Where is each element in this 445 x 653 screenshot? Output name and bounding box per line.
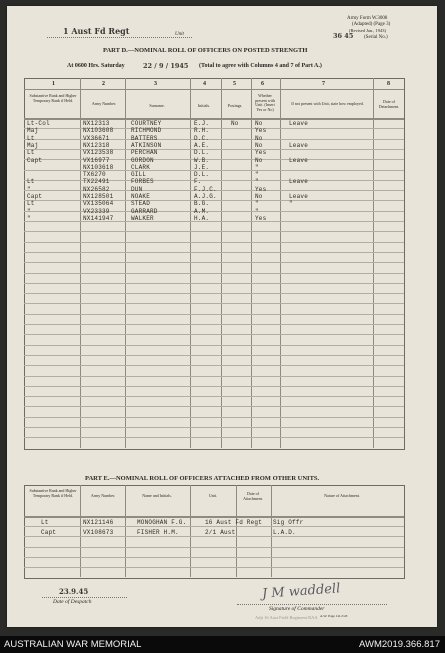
col-header-surname: Surname. [149, 103, 165, 108]
unit-underline [47, 37, 192, 38]
part-d-row-line [24, 283, 404, 284]
part-d-cell-surname: ATKINSON [131, 141, 162, 149]
col-num-1: 1 [52, 81, 55, 87]
archive-name: AUSTRALIAN WAR MEMORIAL [4, 639, 142, 650]
part-d-row-line [24, 293, 404, 294]
part-d-row-line [24, 314, 404, 315]
part-d-cell-surname: RICHMOND [131, 127, 162, 135]
part-d-cell-rank: Lt [27, 134, 35, 142]
part-d-table [24, 78, 405, 450]
part-e-cell-name: FISHER H.M. [137, 529, 179, 537]
part-d-cell-surname: GARRARD [131, 207, 158, 215]
col-header-postings: Postings. [227, 103, 243, 108]
part-d-row-line [24, 324, 404, 325]
signature: J M waddell [261, 581, 341, 602]
part-d-date-suffix: (Total to agree with Columns 4 and 7 of Part A.) [199, 63, 322, 69]
part-d-cell-number: VX16977 [83, 156, 110, 164]
part-d-cell-rank: Lt [27, 149, 35, 157]
part-d-row-line [24, 376, 404, 377]
part-d-cell-number: VX36671 [83, 134, 110, 142]
part-d-row-line [24, 139, 404, 140]
e-header-unit: Unit. [208, 493, 218, 498]
e-header-nature: Nature of Attachment. [324, 493, 360, 498]
part-d-cell-employed: Leave [289, 178, 309, 186]
part-e-row-line [24, 526, 404, 527]
part-d-cell-number: VX23339 [83, 207, 110, 215]
col-num-5: 5 [233, 81, 236, 87]
part-e-col-divider [236, 485, 237, 577]
part-d-cell-initials: A.J.G. [194, 193, 217, 200]
e-header-name: Name and Initials. [142, 493, 172, 498]
part-d-row-line [24, 303, 404, 304]
part-d-header-line [24, 118, 404, 120]
part-d-cell-number: NX103608 [83, 127, 114, 135]
document-page [7, 6, 437, 627]
col-num-4: 4 [203, 81, 206, 87]
part-d-cell-initials: B.G. [194, 200, 210, 208]
part-d-cell-rank: Lt [27, 178, 35, 186]
part-e-cell-name: MONOGHAN F.G. [137, 519, 187, 526]
col-num-8: 8 [387, 81, 390, 87]
part-d-cell-number: VX135064 [83, 200, 114, 208]
part-d-cell-present: " [255, 163, 259, 171]
part-d-row-line [24, 211, 404, 212]
part-d-cell-initials: J.E. [194, 163, 210, 171]
part-d-row-line [24, 406, 404, 407]
part-d-cell-initials: H.A. [194, 214, 210, 222]
part-d-cell-rank: Capt [27, 193, 43, 200]
part-e-title: PART E.—NOMINAL ROLL OF OFFICERS ATTACHED FROM OTHER UNITS. [85, 475, 320, 482]
part-e-col-divider [80, 485, 81, 577]
part-d-cell-initials: R.H. [194, 127, 210, 135]
part-d-cell-number: NX103618 [83, 163, 114, 171]
serial-label: (Serial No.) [364, 35, 388, 40]
part-d-cell-present: " [255, 171, 259, 179]
despatch-label: Date of Despatch [53, 599, 92, 605]
col-header-rank: Substantive Rank and Higher Temporary Rank if Held. [29, 93, 77, 103]
part-d-cell-rank: Capt [27, 156, 43, 164]
part-e-cell-rank: Lt [41, 519, 49, 526]
col-header-employed: If not present with Unit, state how employed. [291, 101, 364, 106]
part-d-cell-initials: F.J.C. [194, 185, 217, 193]
part-e-cell-number: VX108673 [83, 529, 114, 537]
part-d-row-line [24, 334, 404, 335]
part-d-row-line [24, 252, 404, 253]
part-d-cell-surname: BATTERS [131, 134, 158, 142]
part-d-row-line [24, 437, 404, 438]
part-e-cell-rank: Capt [41, 529, 57, 537]
despatch-underline [42, 597, 127, 598]
col-num-7: 7 [322, 81, 325, 87]
part-d-cell-rank: Maj [27, 141, 39, 149]
part-d-row-line [24, 355, 404, 356]
printer-mark: A.W. Page 1m 2/43 [320, 614, 348, 618]
part-e-cell-unit: 2/1 Aust [205, 529, 236, 537]
part-d-cell-surname: GILL [131, 171, 147, 179]
part-d-cell-rank: " [27, 207, 31, 215]
part-d-cell-rank: " [27, 185, 31, 193]
col-header-detachment: Date of Detachment. [378, 99, 400, 109]
part-d-cell-present: Yes [255, 149, 267, 157]
part-d-cell-employed: Leave [289, 156, 309, 164]
part-e-cell-unit: 16 Aust Fd Regt [205, 519, 263, 526]
part-d-num-row-line [24, 89, 404, 90]
part-d-cell-surname: COURTNEY [131, 120, 162, 127]
part-e-row-line [24, 547, 404, 548]
archive-id: AWM2019.366.817 [359, 639, 440, 650]
part-d-row-line [24, 231, 404, 232]
part-d-row-line [24, 427, 404, 428]
col-header-initials: Initials. [197, 103, 211, 108]
col-num-3: 3 [154, 81, 157, 87]
part-d-cell-present: Yes [255, 214, 267, 222]
part-e-header-line [24, 516, 404, 518]
part-d-cell-number: NX141947 [83, 214, 114, 222]
officer-stamp: Adjt 16 Aust Field Regiment RAA [255, 615, 318, 620]
part-d-cell-surname: PERCHAN [131, 149, 158, 157]
part-d-cell-present: " [255, 200, 259, 208]
part-d-title: PART D.—NOMINAL ROLL OF OFFICERS ON POSTED STRENGTH [103, 47, 308, 54]
part-d-row-line [24, 273, 404, 274]
part-d-row-line [24, 170, 404, 171]
part-e-col-divider [125, 485, 126, 577]
part-d-cell-present: Yes [255, 127, 267, 135]
unit-label: Unit [175, 32, 184, 37]
part-d-cell-rank: Maj [27, 127, 39, 135]
part-d-cell-initials: D.L. [194, 171, 210, 179]
part-d-cell-surname: STEAD [131, 200, 151, 208]
part-e-cell-number: NX121146 [83, 519, 114, 526]
part-d-cell-present: " [255, 178, 259, 186]
part-d-row-line [24, 262, 404, 263]
col-header-present: Whether present with Unit. (Insert Yes or No) [255, 93, 275, 112]
part-d-cell-surname: FORBES [131, 178, 154, 186]
part-d-cell-present: No [255, 120, 263, 127]
form-ref-3: (Revised Jan., 1943) [349, 28, 386, 33]
part-d-cell-number: NX26582 [83, 185, 110, 193]
e-header-rank: Substantive Rank and Higher Temporary Rank if Held. [29, 488, 77, 498]
col-num-6: 6 [261, 81, 264, 87]
part-d-row-line [24, 386, 404, 387]
part-d-cell-rank: Lt-Col [27, 120, 50, 127]
part-d-cell-surname: CLARK [131, 163, 151, 171]
part-d-row-line [24, 242, 404, 243]
part-d-cell-rank: Lt [27, 200, 35, 208]
e-header-date: Date of Attachment. [243, 491, 263, 501]
part-d-cell-present: " [255, 207, 259, 215]
col-num-2: 2 [102, 81, 105, 87]
part-d-cell-initials: A.E. [194, 141, 210, 149]
part-e-cell-nature: Sig Offr [273, 519, 304, 526]
part-d-row-line [24, 365, 404, 366]
part-d-cell-initials: F. [194, 178, 202, 186]
form-ref-1: Army Form W.3008 [347, 16, 388, 21]
part-d-cell-employed: Leave [289, 120, 309, 127]
part-d-date: 22 / 9 / 1945 [143, 62, 189, 70]
part-d-cell-present: No [255, 134, 263, 142]
part-d-row-line [24, 345, 404, 346]
part-e-col-divider [190, 485, 191, 577]
part-d-row-line [24, 417, 404, 418]
part-d-row-line [24, 149, 404, 150]
part-d-cell-initials: D.C. [194, 134, 210, 142]
part-d-cell-surname: DUN [131, 185, 143, 193]
e-header-number: Army Number. [90, 493, 116, 498]
part-d-row-line [24, 396, 404, 397]
despatch-date: 23.9.45 [59, 587, 89, 596]
archive-footer [0, 636, 445, 653]
part-d-cell-present: Yes [255, 185, 267, 193]
part-d-cell-initials: A.M. [194, 207, 210, 215]
part-d-cell-present: No [255, 156, 263, 164]
part-d-row-line [24, 159, 404, 160]
part-d-cell-employed: " [289, 200, 293, 208]
part-d-cell-initials: D.L. [194, 149, 210, 157]
part-d-cell-initials: E.J. [194, 120, 210, 127]
part-d-row-line [24, 221, 404, 222]
part-e-col-divider [271, 485, 272, 577]
part-e-row-line [24, 567, 404, 568]
part-e-row-line [24, 536, 404, 537]
part-d-cell-initials: W.B. [194, 156, 210, 164]
part-d-row-line [24, 180, 404, 181]
part-d-cell-surname: GORDON [131, 156, 154, 164]
part-e-row-line [24, 557, 404, 558]
part-d-cell-rank: " [27, 214, 31, 222]
part-d-date-prefix: At 0600 Hrs. Saturday [67, 63, 125, 69]
part-d-cell-number: NX12318 [83, 141, 110, 149]
part-d-cell-number: TX6270 [83, 171, 106, 179]
signature-label: Signature of Commander [269, 606, 325, 612]
part-d-cell-present: No [255, 193, 263, 200]
col-header-number: Army Number. [91, 101, 117, 106]
part-d-row-line [24, 200, 404, 201]
part-d-cell-employed: Leave [289, 193, 309, 200]
part-d-cell-employed: Leave [289, 141, 309, 149]
form-ref-2: (Adapted) (Page 3) [352, 22, 391, 27]
part-d-cell-number: TX22491 [83, 178, 110, 186]
part-d-cell-surname: NOAKE [131, 193, 151, 200]
part-e-cell-nature: L.A.D. [273, 529, 296, 537]
part-d-cell-number: NX12313 [83, 120, 110, 127]
serial-number: 36 45 [333, 32, 354, 40]
part-d-row-line [24, 128, 404, 129]
part-d-cell-present: No [255, 141, 263, 149]
signature-underline [237, 604, 387, 605]
part-d-cell-number: VX123538 [83, 149, 114, 157]
part-d-cell-number: NX128501 [83, 193, 114, 200]
part-d-cell-posting: No [231, 120, 239, 127]
part-d-cell-surname: WALKER [131, 214, 154, 222]
unit-name: 1 Aust Fd Regt [63, 26, 130, 36]
